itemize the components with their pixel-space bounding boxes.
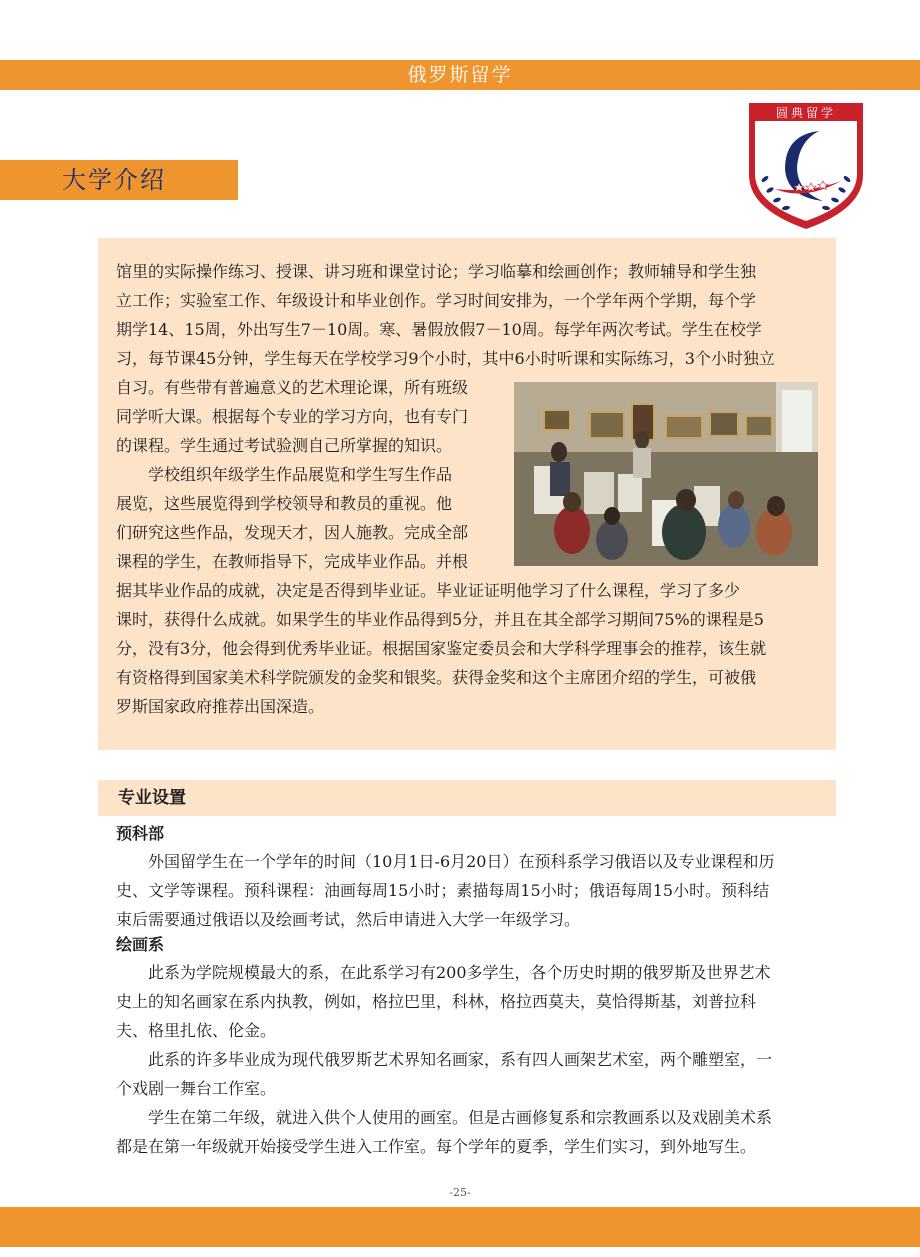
page-number: -25-: [449, 1186, 471, 1199]
painting-line: 此系为学院规模最大的系，在此系学习有200多学生，各个历史时期的俄罗斯及世界艺术: [148, 963, 771, 982]
intro-line: 罗斯国家政府推荐出国深造。: [116, 697, 325, 716]
intro-line: 期学14、15周，外出写生7－10周。寒、暑假放假7－10周。每学年两次考试。学生在校学: [116, 320, 762, 339]
intro-line: 馆里的实际操作练习、授课、讲习班和课堂讨论；学习临摹和绘画创作；教师辅导和学生独: [116, 262, 757, 281]
header-title: 俄罗斯留学: [407, 64, 513, 86]
painting-line: 学生在第二年级，就进入供个人使用的画室。但是古画修复系和宗教画系以及戏剧美术系: [148, 1108, 773, 1127]
prep-line: 外国留学生在一个学年的时间（10月1日-6月20日）在预科系学习俄语以及专业课程和历: [148, 852, 775, 871]
intro-line: 课程的学生，在教师指导下，完成毕业作品。并根: [116, 552, 469, 571]
specialties-band: [98, 780, 836, 816]
school-logo: [745, 97, 867, 232]
intro-line: 分，没有3分，他会得到优秀毕业证。根据国家鉴定委员会和大学科学理事会的推荐，该生就: [116, 639, 767, 658]
painting-line: 史上的知名画家在系内执教，例如，格拉巴里，科林，格拉西莫夫，莫恰得斯基，刘普拉科: [116, 992, 757, 1011]
intro-line: 课时，获得什么成就。如果学生的毕业作品得到5分，并且在其全部学习期间75%的课程是5: [116, 610, 764, 629]
intro-line: 有资格得到国家美术科学院颁发的金奖和银奖。获得金奖和这个主席团介绍的学生，可被俄: [116, 668, 757, 687]
intro-line: 自习。有些带有普遍意义的艺术理论课，所有班级: [116, 378, 469, 397]
specialties-title: 专业设置: [118, 788, 186, 808]
intro-line: 们研究这些作品，发现天才，因人施教。完成全部: [116, 523, 469, 542]
painting-line: 此系的许多毕业成为现代俄罗斯艺术界知名画家，系有四人画架艺术室，两个雕塑室，一: [148, 1050, 773, 1069]
footer-band: [0, 1207, 920, 1247]
logo-text: 圆典留学: [775, 106, 837, 120]
prep-heading: 预科部: [116, 824, 165, 843]
intro-line: 学校组织年级学生作品展览和学生写生作品: [148, 465, 453, 484]
painting-heading: 绘画系: [116, 935, 165, 954]
intro-line: 习，每节课45分钟，学生每天在学校学习9个小时，其中6小时听课和实际练习，3个小时独立: [116, 349, 775, 368]
prep-line: 史、文学等课程。预科课程：油画每周15小时；素描每周15小时；俄语每周15小时。预科结: [116, 881, 770, 900]
intro-line: 据其毕业作品的成就，决定是否得到毕业证。毕业证证明他学习了什么课程，学习了多少: [116, 581, 741, 600]
section-title: 大学介绍: [62, 166, 166, 194]
intro-line: 立工作；实验室工作、年级设计和毕业创作。学习时间安排为，一个学年两个学期，每个学: [116, 291, 757, 310]
intro-line: 同学听大课。根据每个专业的学习方向，也有专门: [116, 407, 469, 426]
prep-line: 束后需要通过俄语以及绘画考试，然后申请进入大学一年级学习。: [116, 910, 581, 929]
intro-line: 的课程。学生通过考试验测自己所掌握的知识。: [116, 436, 453, 455]
intro-line: 展览，这些展览得到学校领导和教员的重视。他: [116, 494, 453, 513]
painting-line: 个戏剧一舞台工作室。: [116, 1079, 277, 1098]
painting-line: 夫、格里扎依、伦金。: [116, 1021, 277, 1040]
painting-line: 都是在第一年级就开始接受学生进入工作室。每个学年的夏季，学生们实习，到外地写生。: [116, 1137, 757, 1156]
studio-class-photo: [514, 382, 818, 566]
